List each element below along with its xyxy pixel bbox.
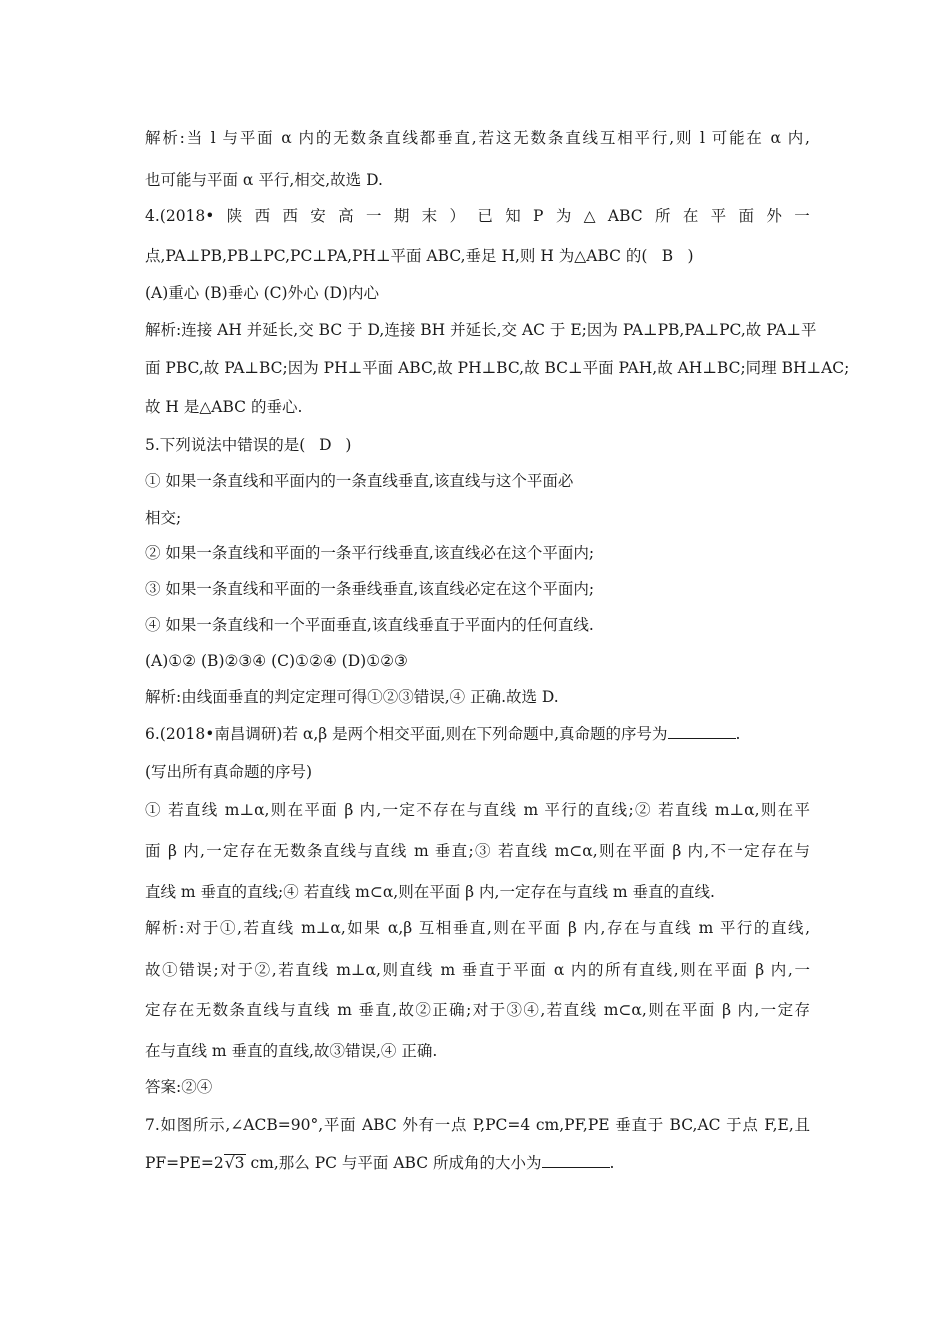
text-line: 定存在无数条直线与直线 m 垂直,故②正确;对于③④,若直线 m⊂α,则在平面 β 内,一定存 [145,1001,810,1019]
header-char: 外 [766,207,782,225]
header-char: △ [583,207,596,225]
text-line: 解析:连接 AH 并延长,交 BC 于 D,连接 BH 并延长,交 AC 于 E;因为 PA⊥PB,PA⊥PC,故 PA⊥平 [145,321,817,339]
header-char: 末 [421,207,438,225]
text-line: ① 若直线 m⊥α,则在平面 β 内,一定不存在与直线 m 平行的直线;② 若直线 m⊥α,则在平 [145,801,810,819]
question-5-answer: D [319,436,332,454]
sqrt-symbol: √3 [224,1154,245,1172]
header-char: ） [449,207,466,225]
text-line: (写出所有真命题的序号) [145,763,313,781]
sqrt-value: 3 [234,1154,245,1172]
header-char: 平 [710,207,727,225]
header-char: 为 [555,207,572,225]
header-char: 知 [505,207,521,225]
stem-text: PF=PE=2 [145,1154,224,1172]
question-5-options: (A)①② (B)②③④ (C)①②④ (D)①②③ [145,652,408,670]
stem-end: ) [687,247,694,265]
answer-line: 答案:②④ [145,1078,213,1096]
answer-blank [668,724,736,739]
header-char: 西 [254,207,271,225]
text-line: ③ 如果一条直线和平面的一条垂线垂直,该直线必定在这个平面内; [145,580,595,598]
header-char: 高 [338,207,354,225]
header-char: 西 [282,207,298,225]
header-char: 所 [654,207,671,225]
question-4-stem [145,246,694,266]
stem-end: . [735,725,741,743]
stem-text: 点,PA⊥PB,PB⊥PC,PC⊥PA,PH⊥平面 ABC,垂足 H,则 H 为△ABC 的( [145,247,648,265]
stem-text: 6.(2018•南昌调研)若 α,β 是两个相交平面,则在下列命题中,真命题的序号为 [145,725,668,743]
text-line: 直线 m 垂直的直线;④ 若直线 m⊂α,则在平面 β 内,一定存在与直线 m 垂直的直线. [145,883,715,901]
header-char: 面 [738,207,755,225]
header-char: 一 [794,207,810,225]
text-line: 解析:当 l 与平面 α 内的无数条直线都垂直,若这无数条直线互相平行,则 l 可能在 α 内, [145,129,810,147]
text-line: 在与直线 m 垂直的直线,故③错误,④ 正确. [145,1042,438,1060]
text-line: 故①错误;对于②,若直线 m⊥α,则直线 m 垂直于平面 α 内的所有直线,则在平面 β 内,一 [145,961,810,979]
text-line: 故 H 是△ABC 的垂心. [145,398,303,416]
question-4-options: (A)重心 (B)垂心 (C)外心 (D)内心 [145,284,380,302]
stem-end: . [609,1154,615,1172]
answer-blank [542,1153,610,1168]
question-5-stem [145,435,351,455]
header-char: P [533,207,544,225]
question-4-answer: B [661,247,674,265]
text-line: ② 如果一条直线和平面的一条平行线垂直,该直线必在这个平面内; [145,544,595,562]
text-line: 也可能与平面 α 平行,相交,故选 D. [145,171,383,189]
header-char: 安 [310,207,326,225]
text-line: 解析:对于①,若直线 m⊥α,如果 α,β 互相垂直,则在平面 β 内,存在与直线 m 平行的直线, [145,919,810,937]
stem-end: ) [345,436,352,454]
text-line: 相交; [145,509,182,527]
header-char: 陕 [226,207,243,225]
text-line: 面 β 内,一定存在无数条直线与直线 m 垂直;③ 若直线 m⊂α,则在平面 β 内,不一定存在与 [145,842,810,860]
header-char: 已 [477,207,493,225]
header-char: 在 [682,207,699,225]
text-line: ④ 如果一条直线和一个平面垂直,该直线垂直于平面内的任何直线. [145,616,594,634]
stem-text: cm,那么 PC 与平面 ABC 所成角的大小为 [245,1154,542,1172]
question-7-stem-cont [145,1153,614,1173]
text-line: ① 如果一条直线和平面内的一条直线垂直,该直线与这个平面必 [145,472,574,490]
header-char: 期 [393,207,410,225]
header-char: 一 [365,207,382,225]
question-4-source: 4.(2018• [145,207,215,225]
question-7-stem: 7.如图所示,∠ACB=90°,平面 ABC 外有一点 P,PC=4 cm,PF,PE 垂直于 BC,AC 于点 F,E,且 [145,1116,810,1134]
question-4-header [145,206,810,226]
header-char: ABC [607,207,643,225]
question-6-stem [145,724,740,744]
text-line: 解析:由线面垂直的判定定理可得①②③错误,④ 正确.故选 D. [145,688,559,706]
text-line: 面 PBC,故 PA⊥BC;因为 PH⊥平面 ABC,故 PH⊥BC,故 BC⊥平面 PAH,故 AH⊥BC;同理 BH⊥AC; [145,359,850,377]
stem-text: 5.下列说法中错误的是( [145,436,306,454]
